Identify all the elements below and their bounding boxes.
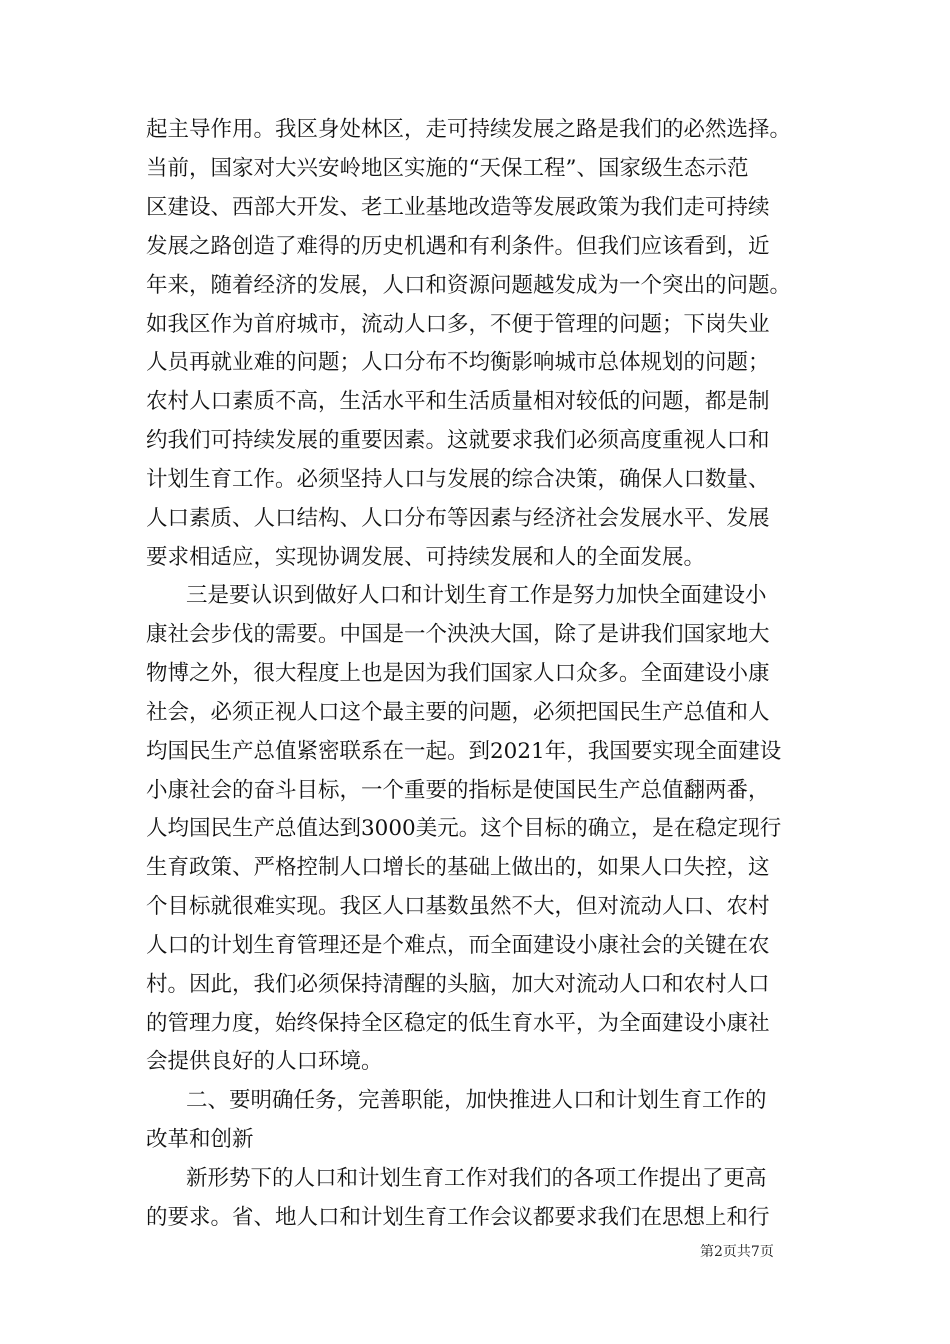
paragraph-start-line: 新形势下的人口和计划生育工作对我们的各项工作提出了更高 xyxy=(186,1166,767,1191)
text-line: 起主导作用。我区身处林区，走可持续发展之路是我们的必然选择。 xyxy=(146,117,792,142)
text-line: 农村人口素质不高，生活水平和生活质量相对较低的问题，都是制 xyxy=(146,389,770,414)
text-line: 人员再就业难的问题；人口分布不均衡影响城市总体规划的问题； xyxy=(146,350,770,375)
text-line: 村。因此，我们必须保持清醒的头脑，加大对流动人口和农村人口 xyxy=(146,972,770,997)
text-line: 物博之外，很大程度上也是因为我们国家人口众多。全面建设小康 xyxy=(146,661,770,686)
page-number-footer: 第2页共7页 xyxy=(700,1244,774,1260)
text-line: 的要求。省、地人口和计划生育工作会议都要求我们在思想上和行 xyxy=(146,1205,770,1230)
text-line: 发展之路创造了难得的历史机遇和有利条件。但我们应该看到，近 xyxy=(146,234,770,259)
text-line: 的管理力度，始终保持全区稳定的低生育水平，为全面建设小康社 xyxy=(146,1011,770,1036)
text-line: 要求相适应，实现协调发展、可持续发展和人的全面发展。 xyxy=(146,545,706,570)
text-line: 生育政策、严格控制人口增长的基础上做出的，如果人口失控，这 xyxy=(146,855,770,880)
text-line: 小康社会的奋斗目标，一个重要的指标是使国民生产总值翻两番， xyxy=(146,778,770,803)
text-line: 区建设、西部大开发、老工业基地改造等发展政策为我们走可持续 xyxy=(146,195,770,220)
text-line: 会提供良好的人口环境。 xyxy=(146,1049,383,1074)
text-line: 计划生育工作。必须坚持人口与发展的综合决策，确保人口数量、 xyxy=(146,467,770,492)
section-heading-line: 二、要明确任务，完善职能，加快推进人口和计划生育工作的 xyxy=(186,1088,767,1113)
text-line: 康社会步伐的需要。中国是一个泱泱大国，除了是讲我们国家地大 xyxy=(146,622,770,647)
text-line: 当前，国家对大兴安岭地区实施的“天保工程”、国家级生态示范 xyxy=(146,156,749,181)
section-heading-line: 改革和创新 xyxy=(146,1127,254,1152)
text-line: 个目标就很难实现。我区人口基数虽然不大，但对流动人口、农村 xyxy=(146,894,770,919)
text-line: 年来，随着经济的发展，人口和资源问题越发成为一个突出的问题。 xyxy=(146,273,792,298)
text-line: 如我区作为首府城市，流动人口多，不便于管理的问题；下岗失业 xyxy=(146,312,770,337)
paragraph-start-line: 三是要认识到做好人口和计划生育工作是努力加快全面建设小 xyxy=(186,583,767,608)
text-line: 社会，必须正视人口这个最主要的问题，必须把国民生产总值和人 xyxy=(146,700,770,725)
text-line: 人均国民生产总值达到3000美元。这个目标的确立，是在稳定现行 xyxy=(146,816,782,841)
text-line: 均国民生产总值紧密联系在一起。到2021年，我国要实现全面建设 xyxy=(146,739,782,764)
text-line: 约我们可持续发展的重要因素。这就要求我们必须高度重视人口和 xyxy=(146,428,770,453)
text-line: 人口的计划生育管理还是个难点，而全面建设小康社会的关键在农 xyxy=(146,933,770,958)
text-line: 人口素质、人口结构、人口分布等因素与经济社会发展水平、发展 xyxy=(146,506,770,531)
